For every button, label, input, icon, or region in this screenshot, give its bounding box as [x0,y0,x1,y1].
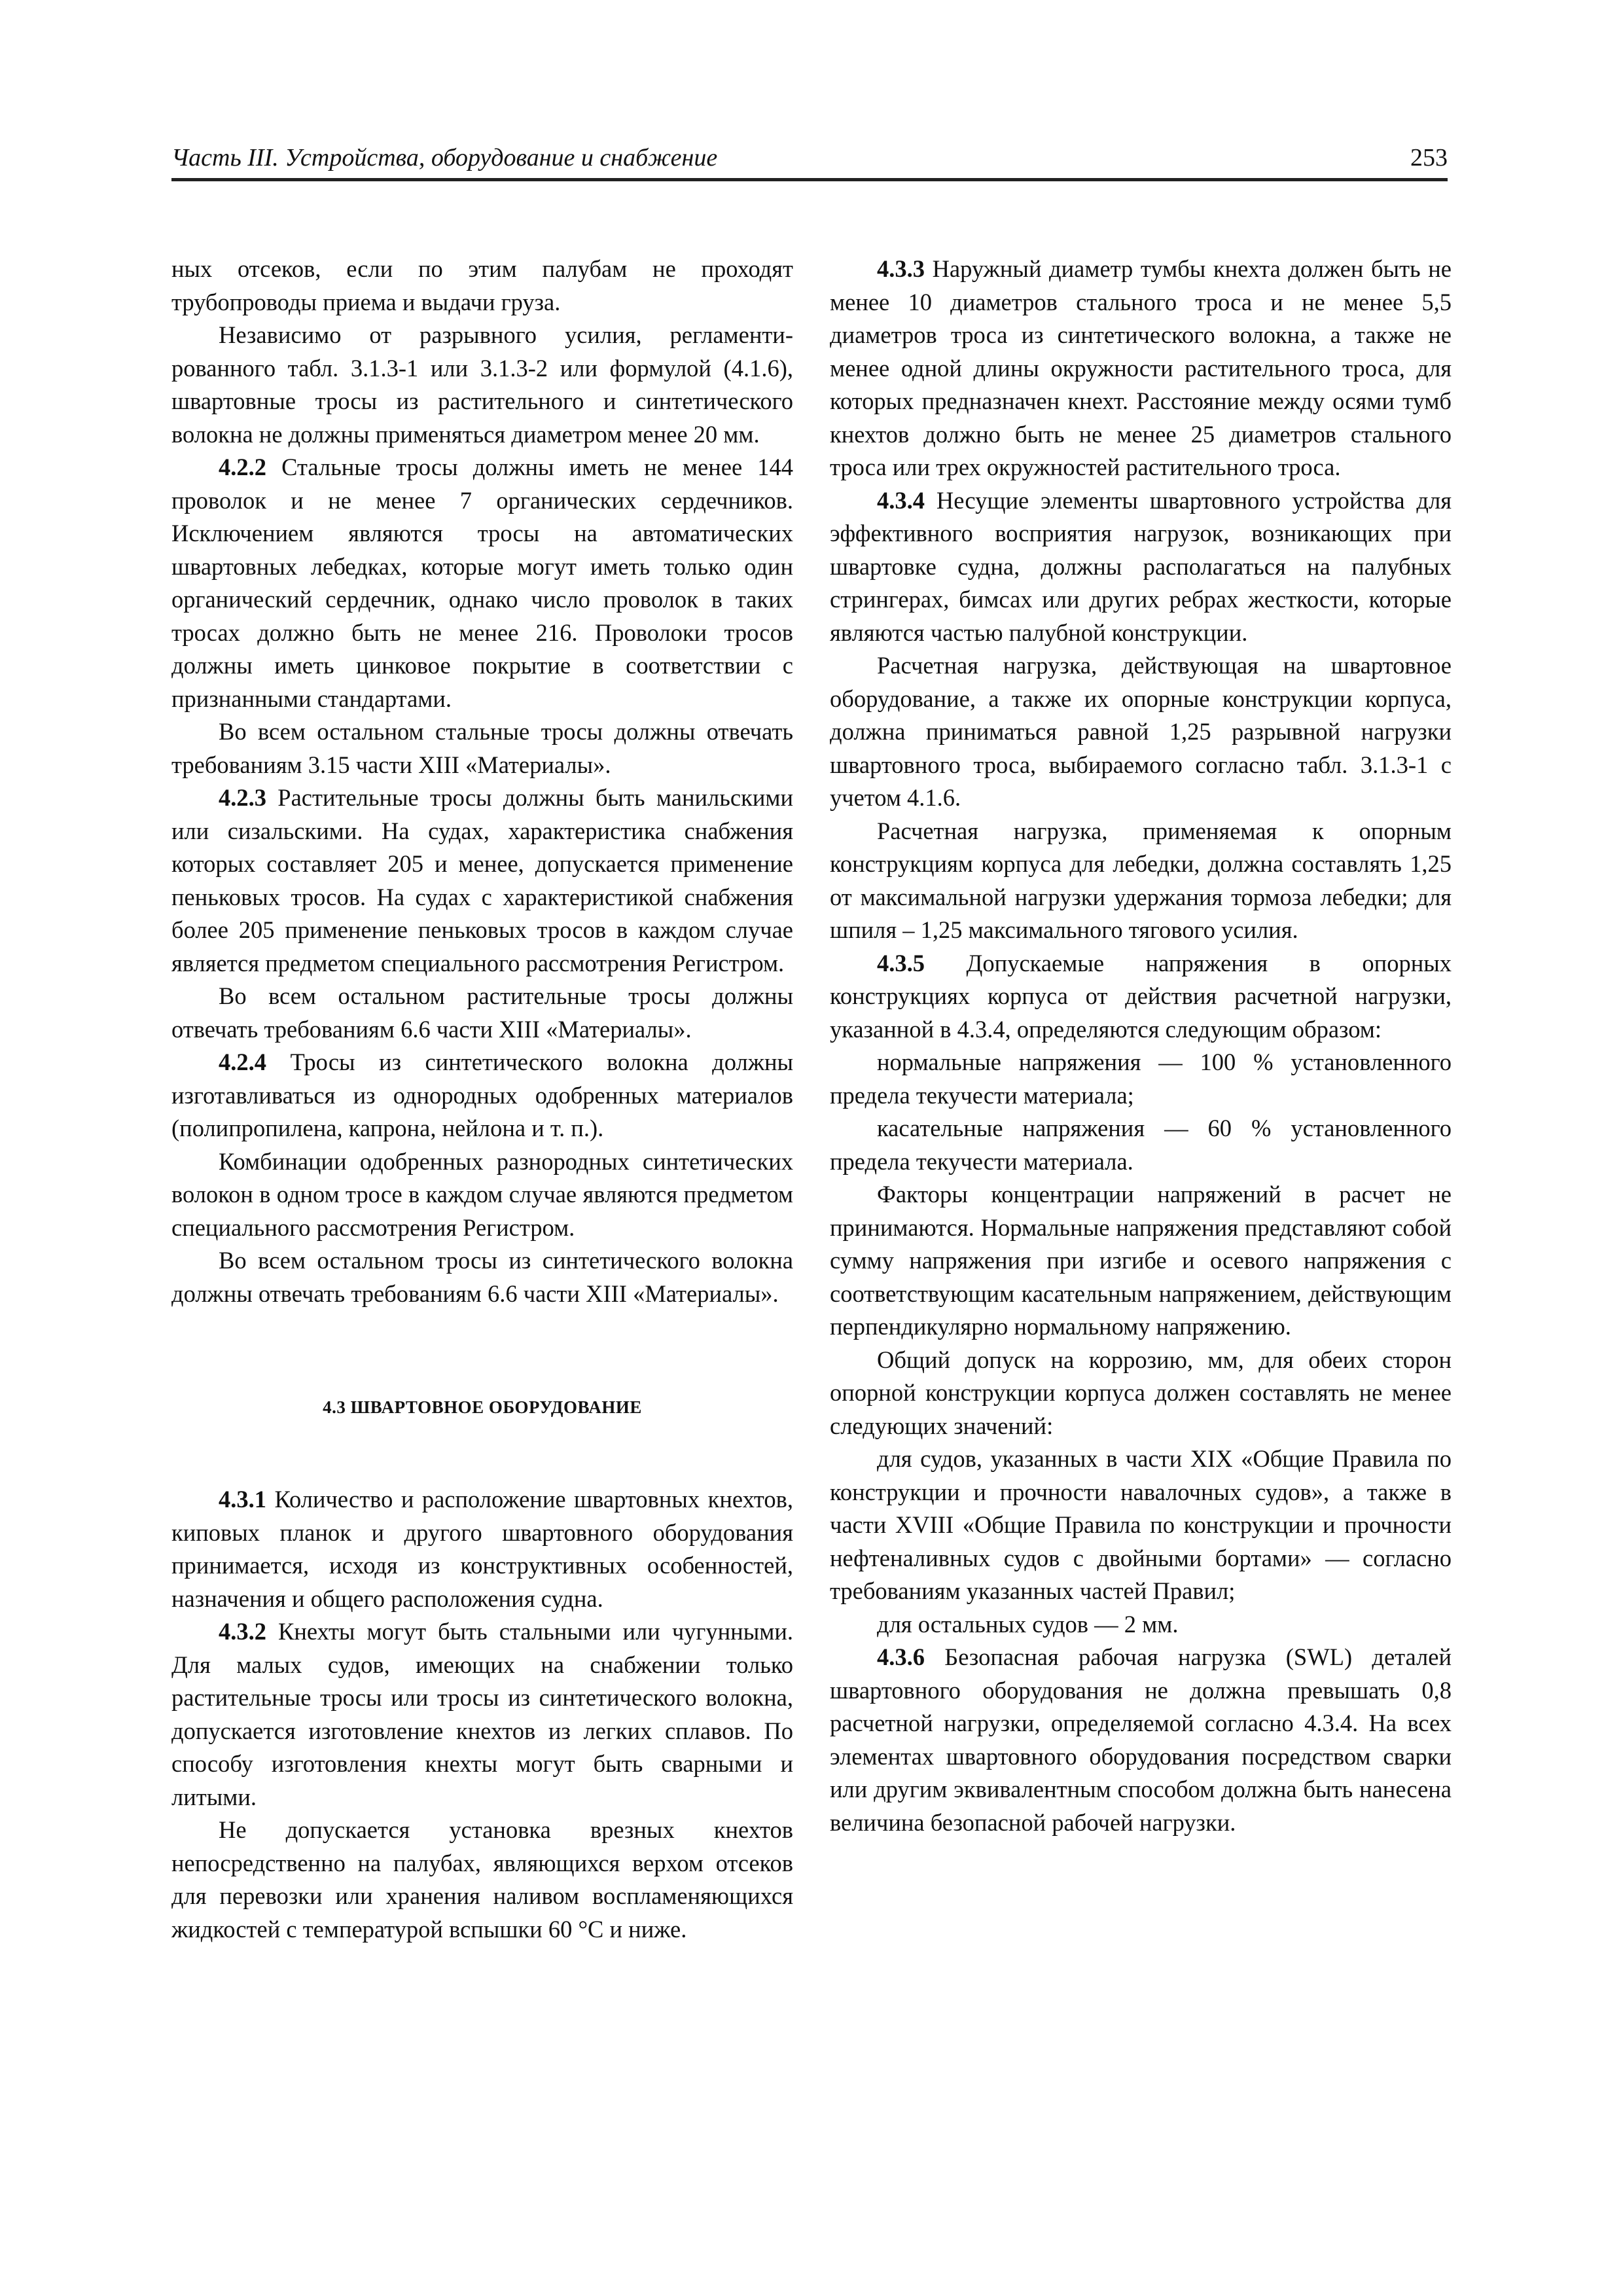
paragraph-text: Допускаемые напряжения в опорных конструкциях корпуса от действия расчетной нагрузки, указанной в 4.3.4, определяются следующим образом: [830,949,1452,1043]
paragraph: для остальных судов — 2 мм. [877,1610,1179,1638]
clause-number: 4.2.2 [219,454,266,480]
paragraph-text: Количество и расположение швартовных кнехтов, киповых планок и другого швартовного оборудования принимается, исходя из конструктивных особенностей, назначения и общего расположения судна. [171,1486,794,1612]
paragraph-text: Несущие элементы швартовного устройства для эффективного восприятия нагрузок, возникающих при швартовке судна, должны располагаться на палубных стрингерах, бимсах или других ребрах жесткости, которые являются частью палубной конструкции. [830,486,1452,646]
clause-number: 4.2.4 [219,1049,266,1075]
left-column [171,253,793,1946]
clause-number: 4.3.2 [219,1618,266,1645]
paragraph-text: Кнехты могут быть стальными или чугунными. Для малых судов, имеющих на снабжении только растительные тросы или тросы из синтетического волокна, допускается изготовление кнехтов из легких сплавов. По способу изготовления кнехты могут быть сварными и литыми. [171,1618,793,1810]
running-header [171,139,1448,181]
clause-number: 4.3.3 [877,255,925,282]
paragraph [171,1046,793,1145]
paragraph-text: Тросы из синтетического волокна должны изготавливаться из однородных одобренных материалов (полипропилена, капрона, нейлона и т. п.). [171,1049,794,1141]
section-heading: 4.3 ШВАРТОВНОЕ ОБОРУДОВАНИЕ [323,1397,642,1417]
paragraph: касательные напряжения — 60 % установленного предела текучести материала. [830,1115,1452,1175]
clause-number: 4.3.4 [877,486,925,514]
clause-number: 4.3.1 [219,1486,266,1513]
paragraph: нормальные напряжения — 100 % установленного предела текучести материала; [830,1049,1452,1109]
paragraph-text: Наружный диаметр тумбы кнехта должен быть не менее 10 диаметров стального троса и не менее 5,5 диаметров троса из синтетического волокна, а также не менее одной длины окружности растительного троса, для которых предназначен кнехт. Расстояние между осями тумб кнехтов должно быть не менее 25 диаметров стального троса или трех окружностей растительного троса. [830,255,1452,480]
paragraph: Во всем остальном растительные тросы должны отвечать требованиям 6.6 части XIII «Материалы». [171,982,793,1043]
clause-number: 4.3.5 [877,949,925,977]
header-title: Часть III. Устройства, оборудование и снабжение [171,144,718,171]
paragraph: Не допускается установка врезных кнехтов непосредственно на палубах, являющихся верхом отсеков для перевозки или хранения наливом воспламеняющихся жидкостей с температурой вспышки 60 °С и ниже. [171,1816,793,1943]
paragraph-text: Стальные тросы должны иметь не менее 144 проволок и не менее 7 органических сердечников. Исключением являются тросы на автоматических швартовных лебедках, которые могут иметь только один органический сердечник, однако число проволок в таких тросах должно быть не менее 216. Проволоки тросов должны иметь цинковое покрытие в соответствии с признанными стандартами. [171,454,794,712]
paragraph: Расчетная нагрузка, применяемая к опорным конструкциям корпуса для лебедки, должна составлять 1,25 от максимальной нагрузки удержания тормоза лебедки; для шпиля – 1,25 максимального тягового усилия. [830,817,1452,943]
paragraph-text: Растительные тросы должны быть манильскими или сизальскими. На судах, характеристика снабжения которых составляет 205 и менее, допускается применение пеньковых тросов. На судах с характеристикой снабжения более 205 применение пеньковых тросов в каждом случае является предметом специального рассмотрения Регистром. [171,784,794,977]
paragraph: Расчетная нагрузка, действующая на швартовное оборудование, а также их опорные конструкции корпуса, должна приниматься равной 1,25 разрывной нагрузки швартовного троса, выбираемого согласно табл. 3.1.3-1 с учетом 4.1.6. [830,652,1452,811]
paragraph [171,1483,793,1615]
paragraph: для судов, указанных в части XIX «Общие Правила по конструкции и прочности навалочных судов», а также в части XVIII «Общие Правила по конструкции и прочности нефтеналивных судов с двойными бортами» — согласно требованиям указанных частей Правил; [830,1445,1452,1604]
paragraph [830,1641,1452,1839]
paragraph: Во всем остальном тросы из синтетического волокна должны отвечать требованиям 6.6 части XIII «Материалы». [171,1247,793,1307]
paragraph: ных отсеков, если по этим палубам не проходят трубопроводы приема и выдачи груза. [171,255,793,315]
paragraph: Во всем остальном стальные тросы должны отвечать требованиям 3.15 части XIII «Материалы». [171,718,793,778]
right-column [830,253,1452,1839]
paragraph-text: Безопасная рабочая нагрузка (SWL) деталей швартовного оборудования не должна превышать 0,8 расчетной нагрузки, определяемой согласно 4.3.4. На всех элементах швартовного оборудования посредством сварки или другим эквивалентным способом должна быть нанесена величина безопасной рабочей нагрузки. [830,1643,1452,1836]
paragraph: Комбинации одобренных разнородных синтетических волокон в одном тросе в каждом случае являются предметом специального рассмотрения Регистром. [171,1147,793,1241]
clause-number: 4.3.6 [877,1643,925,1670]
paragraph: Независимо от разрывного усилия, регламентированного табл. 3.1.3-1 или 3.1.3-2 или формулой (4.1.6), швартовные тросы из растительного и синтетического волокна не должны применяться диаметром менее 20 мм. [171,321,793,448]
paragraph [830,253,1452,484]
paragraph: Общий допуск на коррозию, мм, для обеих сторон опорной конструкции корпуса должен составлять не менее следующих значений: [830,1346,1452,1439]
paragraph [171,1615,793,1814]
paragraph [171,781,793,980]
paragraph [171,451,793,715]
paragraph: Факторы концентрации напряжений в расчет не принимаются. Нормальные напряжения представляют собой сумму напряжения при изгибе и осевого напряжения с соответствующим касательным напряжением, действующим перпендикулярно нормальному напряжению. [830,1181,1452,1340]
page-number: 253 [1410,144,1448,171]
paragraph [830,947,1452,1047]
paragraph [830,484,1452,650]
clause-number: 4.2.3 [219,784,266,811]
